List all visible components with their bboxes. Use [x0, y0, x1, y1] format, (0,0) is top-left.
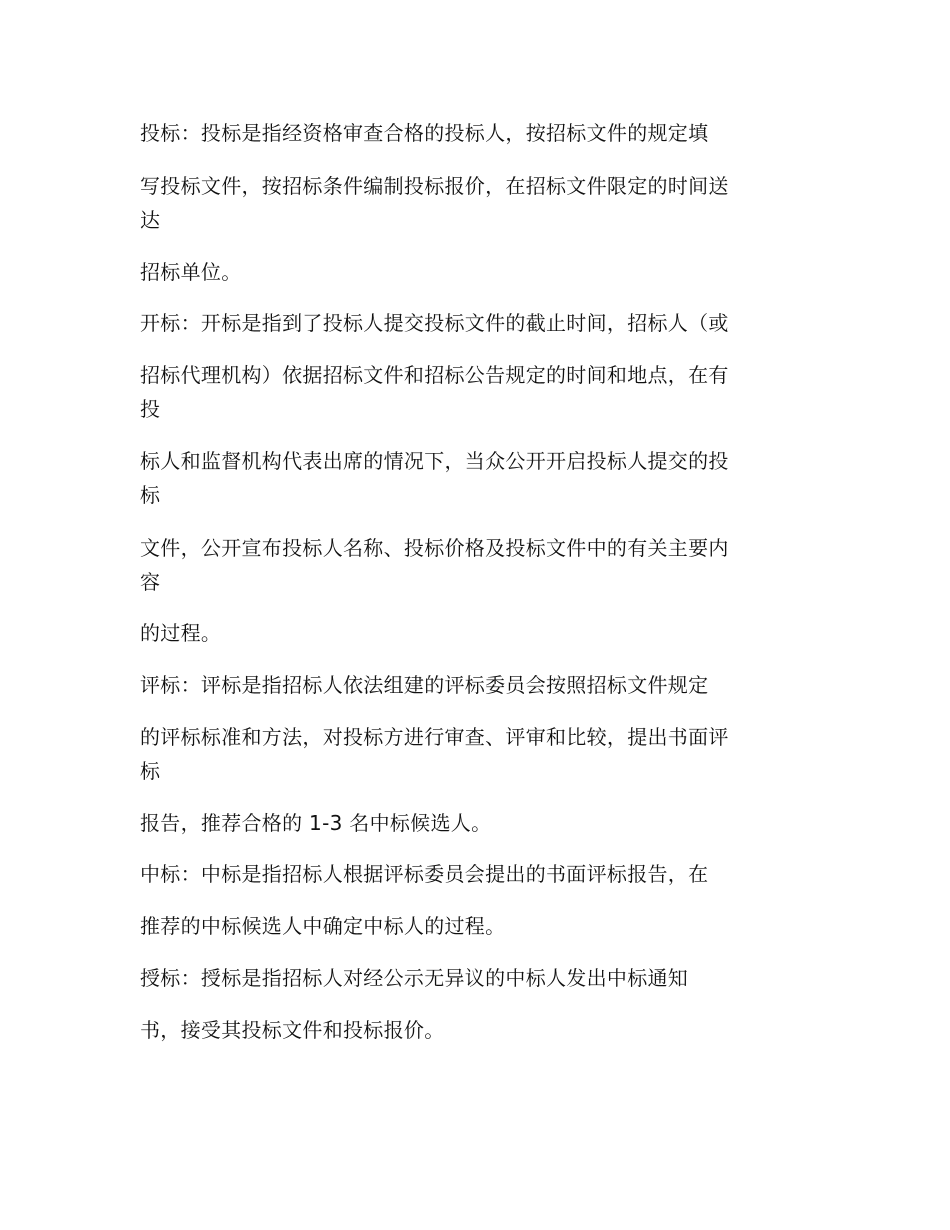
text-line: 写投标文件，按招标条件编制投标报价，在招标文件限定的时间送 — [140, 174, 729, 198]
text-line: 标人和监督机构代表出席的情况下，当众公开开启投标人提交的投 — [140, 449, 729, 473]
text-line: 推荐的中标候选人中确定中标人的过程。 — [140, 914, 506, 938]
text-line: 的过程。 — [140, 621, 222, 645]
text-line: 达 — [140, 208, 161, 232]
text-line: 开标：开标是指到了投标人提交投标文件的截止时间，招标人（或 — [140, 311, 729, 335]
text-line: 报告，推荐合格的 1-3 名中标候选人。 — [140, 811, 492, 835]
text-line: 的评标标准和方法，对投标方进行审查、评审和比较，提出书面评 — [140, 725, 729, 749]
text-line: 标 — [140, 483, 161, 507]
text-line: 文件，公开宣布投标人名称、投标价格及投标文件中的有关主要内 — [140, 536, 729, 560]
text-line: 招标代理机构）依据招标文件和招标公告规定的时间和地点，在有 — [140, 363, 729, 387]
text-line: 授标：授标是指招标人对经公示无异议的中标人发出中标通知 — [140, 966, 689, 990]
text-line: 书，接受其投标文件和投标报价。 — [140, 1018, 445, 1042]
text-line: 投标：投标是指经资格审查合格的投标人，按招标文件的规定填 — [140, 121, 709, 145]
text-line: 标 — [140, 759, 161, 783]
text-line: 中标：中标是指招标人根据评标委员会提出的书面评标报告，在 — [140, 862, 709, 886]
text-line: 招标单位。 — [140, 260, 242, 284]
text-line: 投 — [140, 397, 161, 421]
text-line: 容 — [140, 570, 161, 594]
text-line: 评标：评标是指招标人依法组建的评标委员会按照招标文件规定 — [140, 673, 709, 697]
